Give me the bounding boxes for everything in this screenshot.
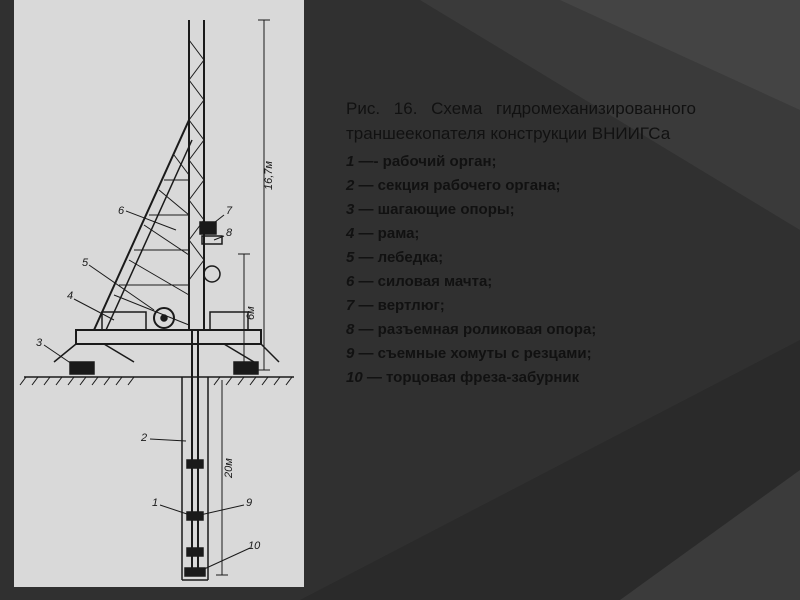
callout-9: 9 [246, 497, 253, 509]
dim-frame-label: 6м [245, 306, 257, 320]
trencher-diagram-panel [14, 0, 304, 587]
legend-item [346, 318, 696, 342]
legend-text: — шагающие опоры; [358, 201, 515, 218]
walking-support-left [70, 362, 94, 374]
callout-10: 10 [248, 540, 261, 552]
walking-support-right [234, 362, 258, 374]
legend-list [346, 150, 696, 390]
dim-depth-label: 20м [223, 458, 235, 478]
legend-number: 8 [346, 321, 355, 338]
callout-3: 3 [36, 337, 43, 349]
callout-1: 1 [152, 497, 159, 509]
figure-description [346, 96, 696, 390]
legend-number: 3 [346, 201, 355, 218]
legend-number: 10 [346, 369, 363, 386]
legend-item [346, 174, 696, 198]
frame [76, 330, 261, 344]
legend-item [346, 150, 696, 174]
legend-text: —- рабочий орган; [358, 153, 497, 170]
legend-text: — съемные хомуты с резцами; [358, 345, 592, 362]
legend-item [346, 270, 696, 294]
legend-item [346, 198, 696, 222]
legend-item [346, 366, 696, 390]
legend-number: 1 [346, 153, 355, 170]
legend-text: — вертлюг; [358, 297, 445, 314]
legend-text: — лебедка; [358, 249, 444, 266]
legend-text: — секция рабочего органа; [358, 177, 561, 194]
legend-text: — торцовая фреза-забурник [366, 369, 580, 386]
legend-item [346, 222, 696, 246]
figure-caption: Рис. 16. Схема гидромеханизированного траншеекопателя конструкции ВНИИГСа [346, 99, 696, 143]
callout-7: 7 [226, 205, 233, 217]
trencher-diagram [14, 0, 304, 587]
legend-text: — разъемная роликовая опора; [358, 321, 597, 338]
callout-6: 6 [118, 205, 125, 217]
callout-4: 4 [67, 290, 74, 302]
legend-item [346, 342, 696, 366]
legend-number: 9 [346, 345, 355, 362]
legend-text: — силовая мачта; [358, 273, 493, 290]
legend-item [346, 294, 696, 318]
legend-number: 7 [346, 297, 355, 314]
callout-8: 8 [226, 227, 233, 239]
legend-text: — рама; [358, 225, 420, 242]
legend-number: 2 [346, 177, 355, 194]
legend-number: 6 [346, 273, 355, 290]
legend-number: 4 [346, 225, 355, 242]
legend-item [346, 246, 696, 270]
legend-number: 5 [346, 249, 355, 266]
callout-2: 2 [141, 432, 148, 444]
callout-5: 5 [82, 257, 89, 269]
dim-mast-label: 16,7м [263, 161, 275, 190]
